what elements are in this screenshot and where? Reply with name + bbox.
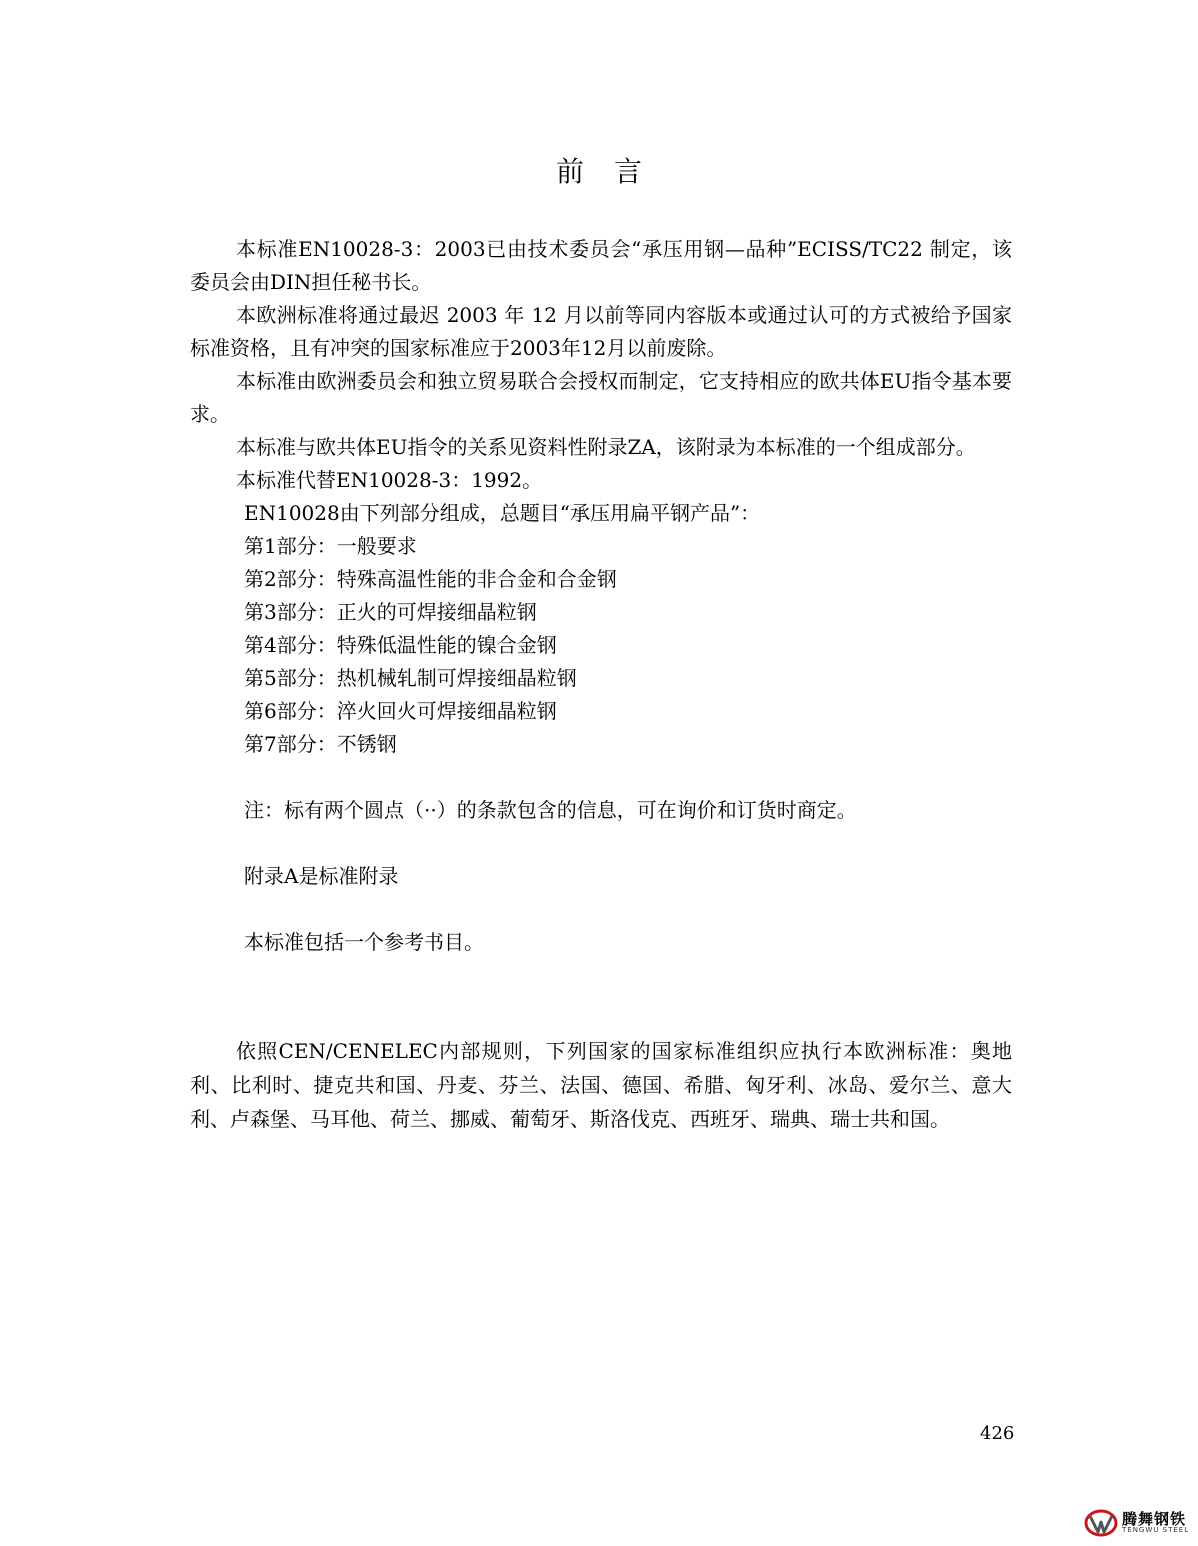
page-title: 前言	[555, 155, 672, 188]
part-item: 第6部分：淬火回火可焊接细晶粒钢	[244, 699, 557, 723]
part-item: 第7部分：不锈钢	[244, 732, 397, 756]
paragraph-mandate: 本标准由欧洲委员会和独立贸易联合会授权而制定，它支持相应的欧共体EU指令基本要求。	[190, 369, 1012, 426]
part-item: 第5部分：热机械轧制可焊接细晶粒钢	[244, 666, 577, 690]
parts-intro: EN10028由下列部分组成，总题目“承压用扁平钢产品”：	[244, 501, 761, 525]
logo-subtitle: TENGWU STEEL	[1122, 1526, 1190, 1534]
company-logo	[1084, 1508, 1192, 1540]
annex-note: 附录A是标准附录	[244, 864, 399, 888]
page-number: 426	[980, 1423, 1015, 1444]
part-item: 第1部分：一般要求	[244, 534, 417, 558]
bibliography-note: 本标准包括一个参考书目。	[244, 930, 484, 954]
paragraph-national-status: 本欧洲标准将通过最迟 2003 年 12 月以前等同内容版本或通过认可的方式被给予国家标准资格，且有冲突的国家标准应于2003年12月以前废除。	[190, 303, 1012, 360]
tengwu-logo-icon	[1084, 1508, 1118, 1538]
paragraph-committee: 本标准EN10028-3：2003已由技术委员会“承压用钢—品种”ECISS/TC22 制定，该委员会由DIN担任秘书长。	[190, 237, 1012, 294]
note-text: 注：标有两个圆点（··）的条款包含的信息，可在询价和订货时商定。	[244, 798, 857, 822]
part-item: 第3部分：正火的可焊接细晶粒钢	[244, 600, 537, 624]
paragraph-annex-za: 本标准与欧共体EU指令的关系见资料性附录ZA，该附录为本标准的一个组成部分。	[236, 435, 976, 459]
logo-name: 腾舞钢铁	[1122, 1510, 1187, 1528]
preface-body	[190, 233, 1012, 959]
paragraph-supersedes: 本标准代替EN10028-3：1992。	[236, 468, 543, 492]
part-item: 第4部分：特殊低温性能的镍合金钢	[244, 633, 557, 657]
part-item: 第2部分：特殊高温性能的非合金和合金钢	[244, 567, 617, 591]
countries-paragraph: 依照CEN/CENELEC内部规则，下列国家的国家标准组织应执行本欧洲标准：奥地利、比利时、捷克共和国、丹麦、芬兰、法国、德国、希腊、匈牙利、冰岛、爱尔兰、意大利、卢森堡、马耳他、荷兰、挪威、葡萄牙、斯洛伐克、西班牙、瑞典、瑞士共和国。	[190, 1039, 1012, 1131]
